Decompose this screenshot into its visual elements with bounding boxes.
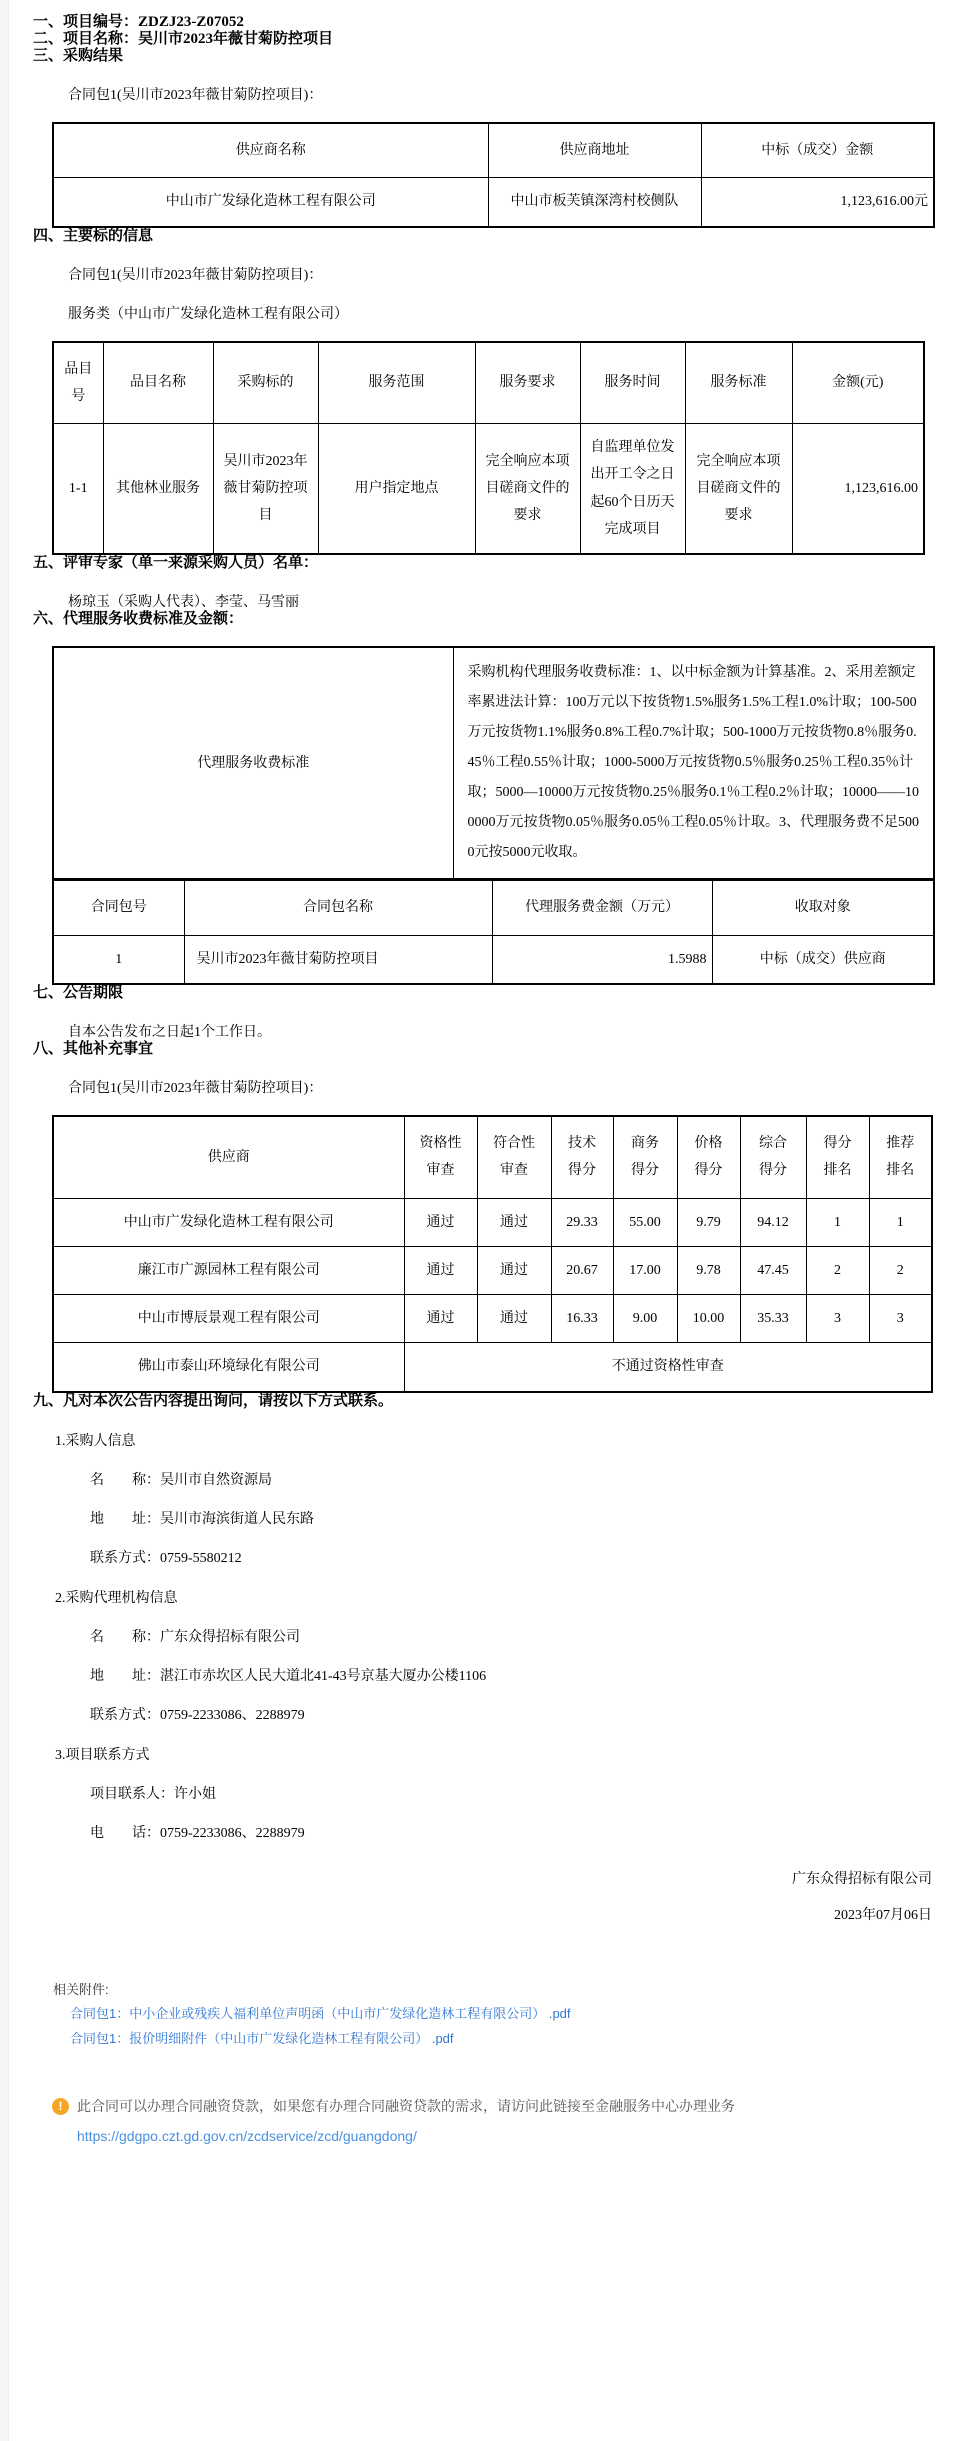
- project-contact-person: 项目联系人：许小姐: [90, 1786, 216, 1802]
- table-row: [53, 178, 934, 227]
- column-header: 推荐 排名: [869, 1116, 932, 1198]
- purchaser-contact: 联系方式：0759-5580212: [90, 1550, 242, 1566]
- supplier-name-cell: 中山市广发绿化造林工程有限公司: [53, 178, 488, 227]
- table-header-row: [53, 123, 934, 178]
- total-score-cell: 94.12: [740, 1198, 806, 1246]
- finance-service-url-link[interactable]: https://gdgpo.czt.gd.gov.cn/zcdservice/zcd/guangdong/: [77, 2127, 417, 2144]
- project-contact-title: 3.项目联系方式: [55, 1747, 150, 1763]
- finance-notice-text: 此合同可以办理合同融资贷款，如果您有办理合同融资贷款的需求，请访问此链接至金融服务中心办理业务: [77, 2097, 735, 2114]
- column-header: 金额(元): [792, 342, 924, 424]
- business-score-cell: 17.00: [613, 1246, 677, 1294]
- score-rank-cell: 2: [806, 1246, 869, 1294]
- score-table: [52, 1115, 933, 1393]
- column-header: 供应商地址: [488, 123, 701, 178]
- project-name-heading: 二、项目名称：吴川市2023年薇甘菊防控项目: [33, 31, 334, 47]
- column-header: 供应商: [53, 1116, 404, 1198]
- column-header: 收取对象: [712, 880, 934, 935]
- agency-info-title: 2.采购代理机构信息: [55, 1590, 178, 1606]
- table-row: [53, 1295, 932, 1343]
- project-number-heading: 一、项目编号：ZDZJ23-Z07052: [33, 14, 244, 30]
- column-header: 采购标的: [213, 342, 318, 424]
- service-time-cell: 自监理单位发出开工令之日起60个日历天完成项目: [580, 424, 685, 555]
- column-header: 合同包号: [53, 880, 184, 935]
- column-header: 资格性 审查: [404, 1116, 477, 1198]
- supplier-cell: 中山市广发绿化造林工程有限公司: [53, 1198, 404, 1246]
- notice-period-heading: 七、公告期限: [33, 984, 124, 1001]
- service-requirement-cell: 完全响应本项目磋商文件的要求: [475, 424, 580, 555]
- column-header: 服务范围: [318, 342, 475, 424]
- package-no-cell: 1: [53, 935, 184, 984]
- bid-package-label: 合同包1(吴川市2023年薇甘菊防控项目)：: [68, 267, 323, 283]
- column-header: 服务标准: [685, 342, 792, 424]
- supplier-cell: 廉江市广源园林工程有限公司: [53, 1246, 404, 1294]
- service-standard-cell: 完全响应本项目磋商文件的要求: [685, 424, 792, 555]
- procurement-target-cell: 吴川市2023年薇甘菊防控项目: [213, 424, 318, 555]
- column-header: 代理服务费金额（万元）: [492, 880, 712, 935]
- attachments-label: 相关附件:: [53, 1981, 109, 1997]
- recommend-rank-cell: 3: [869, 1295, 932, 1343]
- column-header: 技术 得分: [551, 1116, 613, 1198]
- column-header: 品目名称: [103, 342, 213, 424]
- exclamation-warning-icon: !: [52, 2098, 69, 2115]
- fee-payer-cell: 中标（成交）供应商: [712, 935, 934, 984]
- signature-company: 广东众得招标有限公司: [792, 1871, 932, 1887]
- agency-contact: 联系方式：0759-2233086、2288979: [90, 1707, 305, 1723]
- table-row: [53, 1198, 932, 1246]
- award-amount-cell: 1,123,616.00元: [701, 178, 934, 227]
- agency-fee-standard-table: [52, 646, 935, 880]
- purchaser-name: 名 称：吴川市自然资源局: [90, 1472, 272, 1488]
- column-header: 综合 得分: [740, 1116, 806, 1198]
- bid-item-table: [52, 341, 925, 556]
- supplier-address-cell: 中山市板芙镇深湾村校侧队: [488, 178, 701, 227]
- conformity-cell: 通过: [477, 1246, 551, 1294]
- column-header: 服务要求: [475, 342, 580, 424]
- table-row: [53, 935, 934, 984]
- fee-standard-label-cell: 代理服务收费标准: [53, 647, 453, 879]
- price-score-cell: 10.00: [677, 1295, 740, 1343]
- procurement-result-heading: 三、采购结果: [33, 48, 124, 64]
- agency-address: 地 址：湛江市赤坎区人民大道北41-43号京基大厦办公楼1106: [90, 1668, 487, 1684]
- supplier-cell: 中山市博辰景观工程有限公司: [53, 1295, 404, 1343]
- service-category-label: 服务类（中山市广发绿化造林工程有限公司）: [68, 306, 348, 322]
- project-contact-phone: 电 话：0759-2233086、2288979: [90, 1825, 305, 1841]
- total-score-cell: 35.33: [740, 1295, 806, 1343]
- procurement-result-table: [52, 122, 935, 228]
- fee-standard-text-cell: 采购机构代理服务收费标准：1、以中标金额为计算基准。2、采用差额定率累进法计算：100万元以下按货物1.5%服务1.5%工程1.0%计取；100-500万元按货物1.1%服务0.8%工程0.7%计取；500-1000万元按货物0.8％服务0.45％工程0.55％计取；1000-5000万元按货物0.5％服务0.25％工程0.35％计取；5000—10000万元按货物0.25％服务0.1％工程0.2％计取；10000——100000万元按货物0.05％服务0.05％工程0.05％计取。3、代理服务费不足5000元按5000元收取。: [453, 647, 934, 879]
- conformity-cell: 通过: [477, 1295, 551, 1343]
- column-header: 供应商名称: [53, 123, 488, 178]
- column-header: 商务 得分: [613, 1116, 677, 1198]
- qualification-cell: 通过: [404, 1246, 477, 1294]
- tech-score-cell: 20.67: [551, 1246, 613, 1294]
- item-name-cell: 其他林业服务: [103, 424, 213, 555]
- price-score-cell: 9.79: [677, 1198, 740, 1246]
- score-rank-cell: 3: [806, 1295, 869, 1343]
- column-header: 品目号: [53, 342, 103, 424]
- attachment-link-quotation-pdf[interactable]: 合同包1：报价明细附件（中山市广发绿化造林工程有限公司） .pdf: [70, 2030, 454, 2046]
- recommend-rank-cell: 2: [869, 1246, 932, 1294]
- table-row: [53, 1246, 932, 1294]
- footer-area: [33, 1982, 935, 2145]
- other-package-label: 合同包1(吴川市2023年薇甘菊防控项目)：: [68, 1080, 323, 1096]
- tech-score-cell: 29.33: [551, 1198, 613, 1246]
- failed-review-cell: 不通过资格性审查: [404, 1343, 932, 1392]
- notice-period-text: 自本公告发布之日起1个工作日。: [68, 1024, 271, 1040]
- amount-cell: 1,123,616.00: [792, 424, 924, 555]
- experts-names: 杨琼玉（采购人代表）、李莹、马雪丽: [68, 595, 299, 611]
- supplier-cell: 佛山市泰山环境绿化有限公司: [53, 1343, 404, 1392]
- tech-score-cell: 16.33: [551, 1295, 613, 1343]
- table-header-row: [53, 1116, 932, 1198]
- table-row: [53, 1343, 932, 1392]
- service-scope-cell: 用户指定地点: [318, 424, 475, 555]
- package-name-cell: 吴川市2023年薇甘菊防控项目: [184, 935, 492, 984]
- experts-heading: 五、评审专家（单一来源采购人员）名单：: [33, 555, 319, 572]
- agency-fee-amount-table: [52, 879, 935, 985]
- agency-fee-heading: 六、代理服务收费标准及金额：: [33, 611, 244, 628]
- price-score-cell: 9.78: [677, 1246, 740, 1294]
- conformity-cell: 通过: [477, 1198, 551, 1246]
- recommend-rank-cell: 1: [869, 1198, 932, 1246]
- total-score-cell: 47.45: [740, 1246, 806, 1294]
- item-no-cell: 1-1: [53, 424, 103, 555]
- table-header-row: [53, 880, 934, 935]
- other-matters-heading: 八、其他补充事宜: [33, 1040, 154, 1057]
- column-header: 中标（成交）金额: [701, 123, 934, 178]
- purchaser-info-title: 1.采购人信息: [55, 1433, 136, 1449]
- column-header: 服务时间: [580, 342, 685, 424]
- column-header: 符合性 审查: [477, 1116, 551, 1198]
- table-row: [53, 647, 934, 879]
- business-score-cell: 9.00: [613, 1295, 677, 1343]
- table-header-row: [53, 342, 924, 424]
- column-header: 合同包名称: [184, 880, 492, 935]
- main-bid-info-heading: 四、主要标的信息: [33, 227, 154, 244]
- qualification-cell: 通过: [404, 1198, 477, 1246]
- attachment-link-declaration-pdf[interactable]: 合同包1：中小企业或残疾人福利单位声明函（中山市广发绿化造林工程有限公司） .pdf: [70, 2005, 571, 2021]
- column-header: 价格 得分: [677, 1116, 740, 1198]
- inquiry-heading: 九、凡对本次公告内容提出询问，请按以下方式联系。: [33, 1392, 394, 1409]
- business-score-cell: 55.00: [613, 1198, 677, 1246]
- score-rank-cell: 1: [806, 1198, 869, 1246]
- page-left-margin: [0, 0, 9, 2441]
- finance-loan-notice: [52, 2097, 935, 2116]
- table-row: [53, 424, 924, 555]
- fee-amount-cell: 1.5988: [492, 935, 712, 984]
- signature-date: 2023年07月06日: [834, 1907, 932, 1923]
- result-package-label: 合同包1(吴川市2023年薇甘菊防控项目)：: [68, 88, 323, 103]
- column-header: 得分 排名: [806, 1116, 869, 1198]
- agency-name: 名 称：广东众得招标有限公司: [90, 1629, 300, 1645]
- purchaser-address: 地 址：吴川市海滨街道人民东路: [90, 1511, 314, 1527]
- qualification-cell: 通过: [404, 1295, 477, 1343]
